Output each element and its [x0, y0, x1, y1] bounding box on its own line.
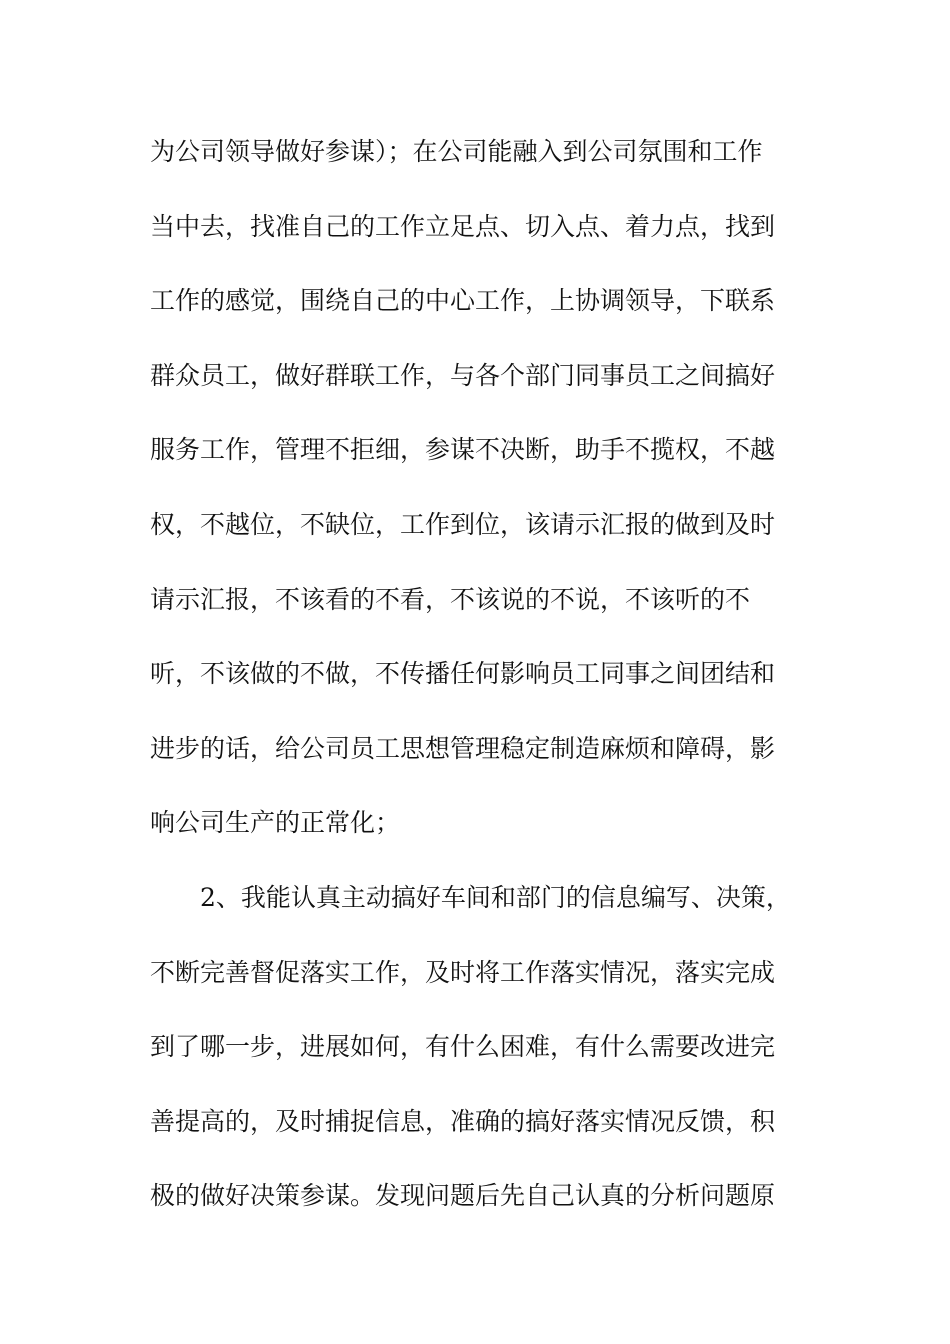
- text-line: 请示汇报，不该看的不看，不该说的不说，不该听的不: [150, 584, 751, 614]
- text-line: 进步的话，给公司员工思想管理稳定制造麻烦和障碍，影: [150, 733, 776, 763]
- text-line: 不断完善督促落实工作，及时将工作落实情况，落实完成: [150, 957, 776, 987]
- text-line: 为公司领导做好参谋）；在公司能融入到公司氛围和工作: [150, 137, 763, 166]
- text-line: 群众员工，做好群联工作，与各个部门同事员工之间搞好: [150, 360, 776, 390]
- document-body: [150, 130, 800, 1249]
- text-line: 工作的感觉，围绕自己的中心工作，上协调领导，下联系: [150, 286, 776, 316]
- text-line: 响公司生产的正常化；: [150, 808, 401, 838]
- text-line: 极的做好决策参谋。发现问题后先自己认真的分析问题原: [150, 1181, 776, 1211]
- text-line: 服务工作，管理不拒细，参谋不决断，助手不揽权，不越: [150, 435, 776, 465]
- text-line: 当中去，找准自己的工作立足点、切入点、着力点，找到: [150, 211, 776, 241]
- text-line: 到了哪一步，进展如何，有什么困难，有什么需要改进完: [150, 1032, 776, 1062]
- text-line: 权，不越位，不缺位，工作到位，该请示汇报的做到及时: [150, 509, 776, 539]
- paragraph-start-line: 2、我能认真主动搞好车间和部门的信息编写、决策，: [200, 882, 791, 912]
- text-line: 善提高的，及时捕捉信息，准确的搞好落实情况反馈，积: [150, 1106, 776, 1136]
- text-line: 听，不该做的不做，不传播任何影响员工同事之间团结和: [150, 659, 776, 689]
